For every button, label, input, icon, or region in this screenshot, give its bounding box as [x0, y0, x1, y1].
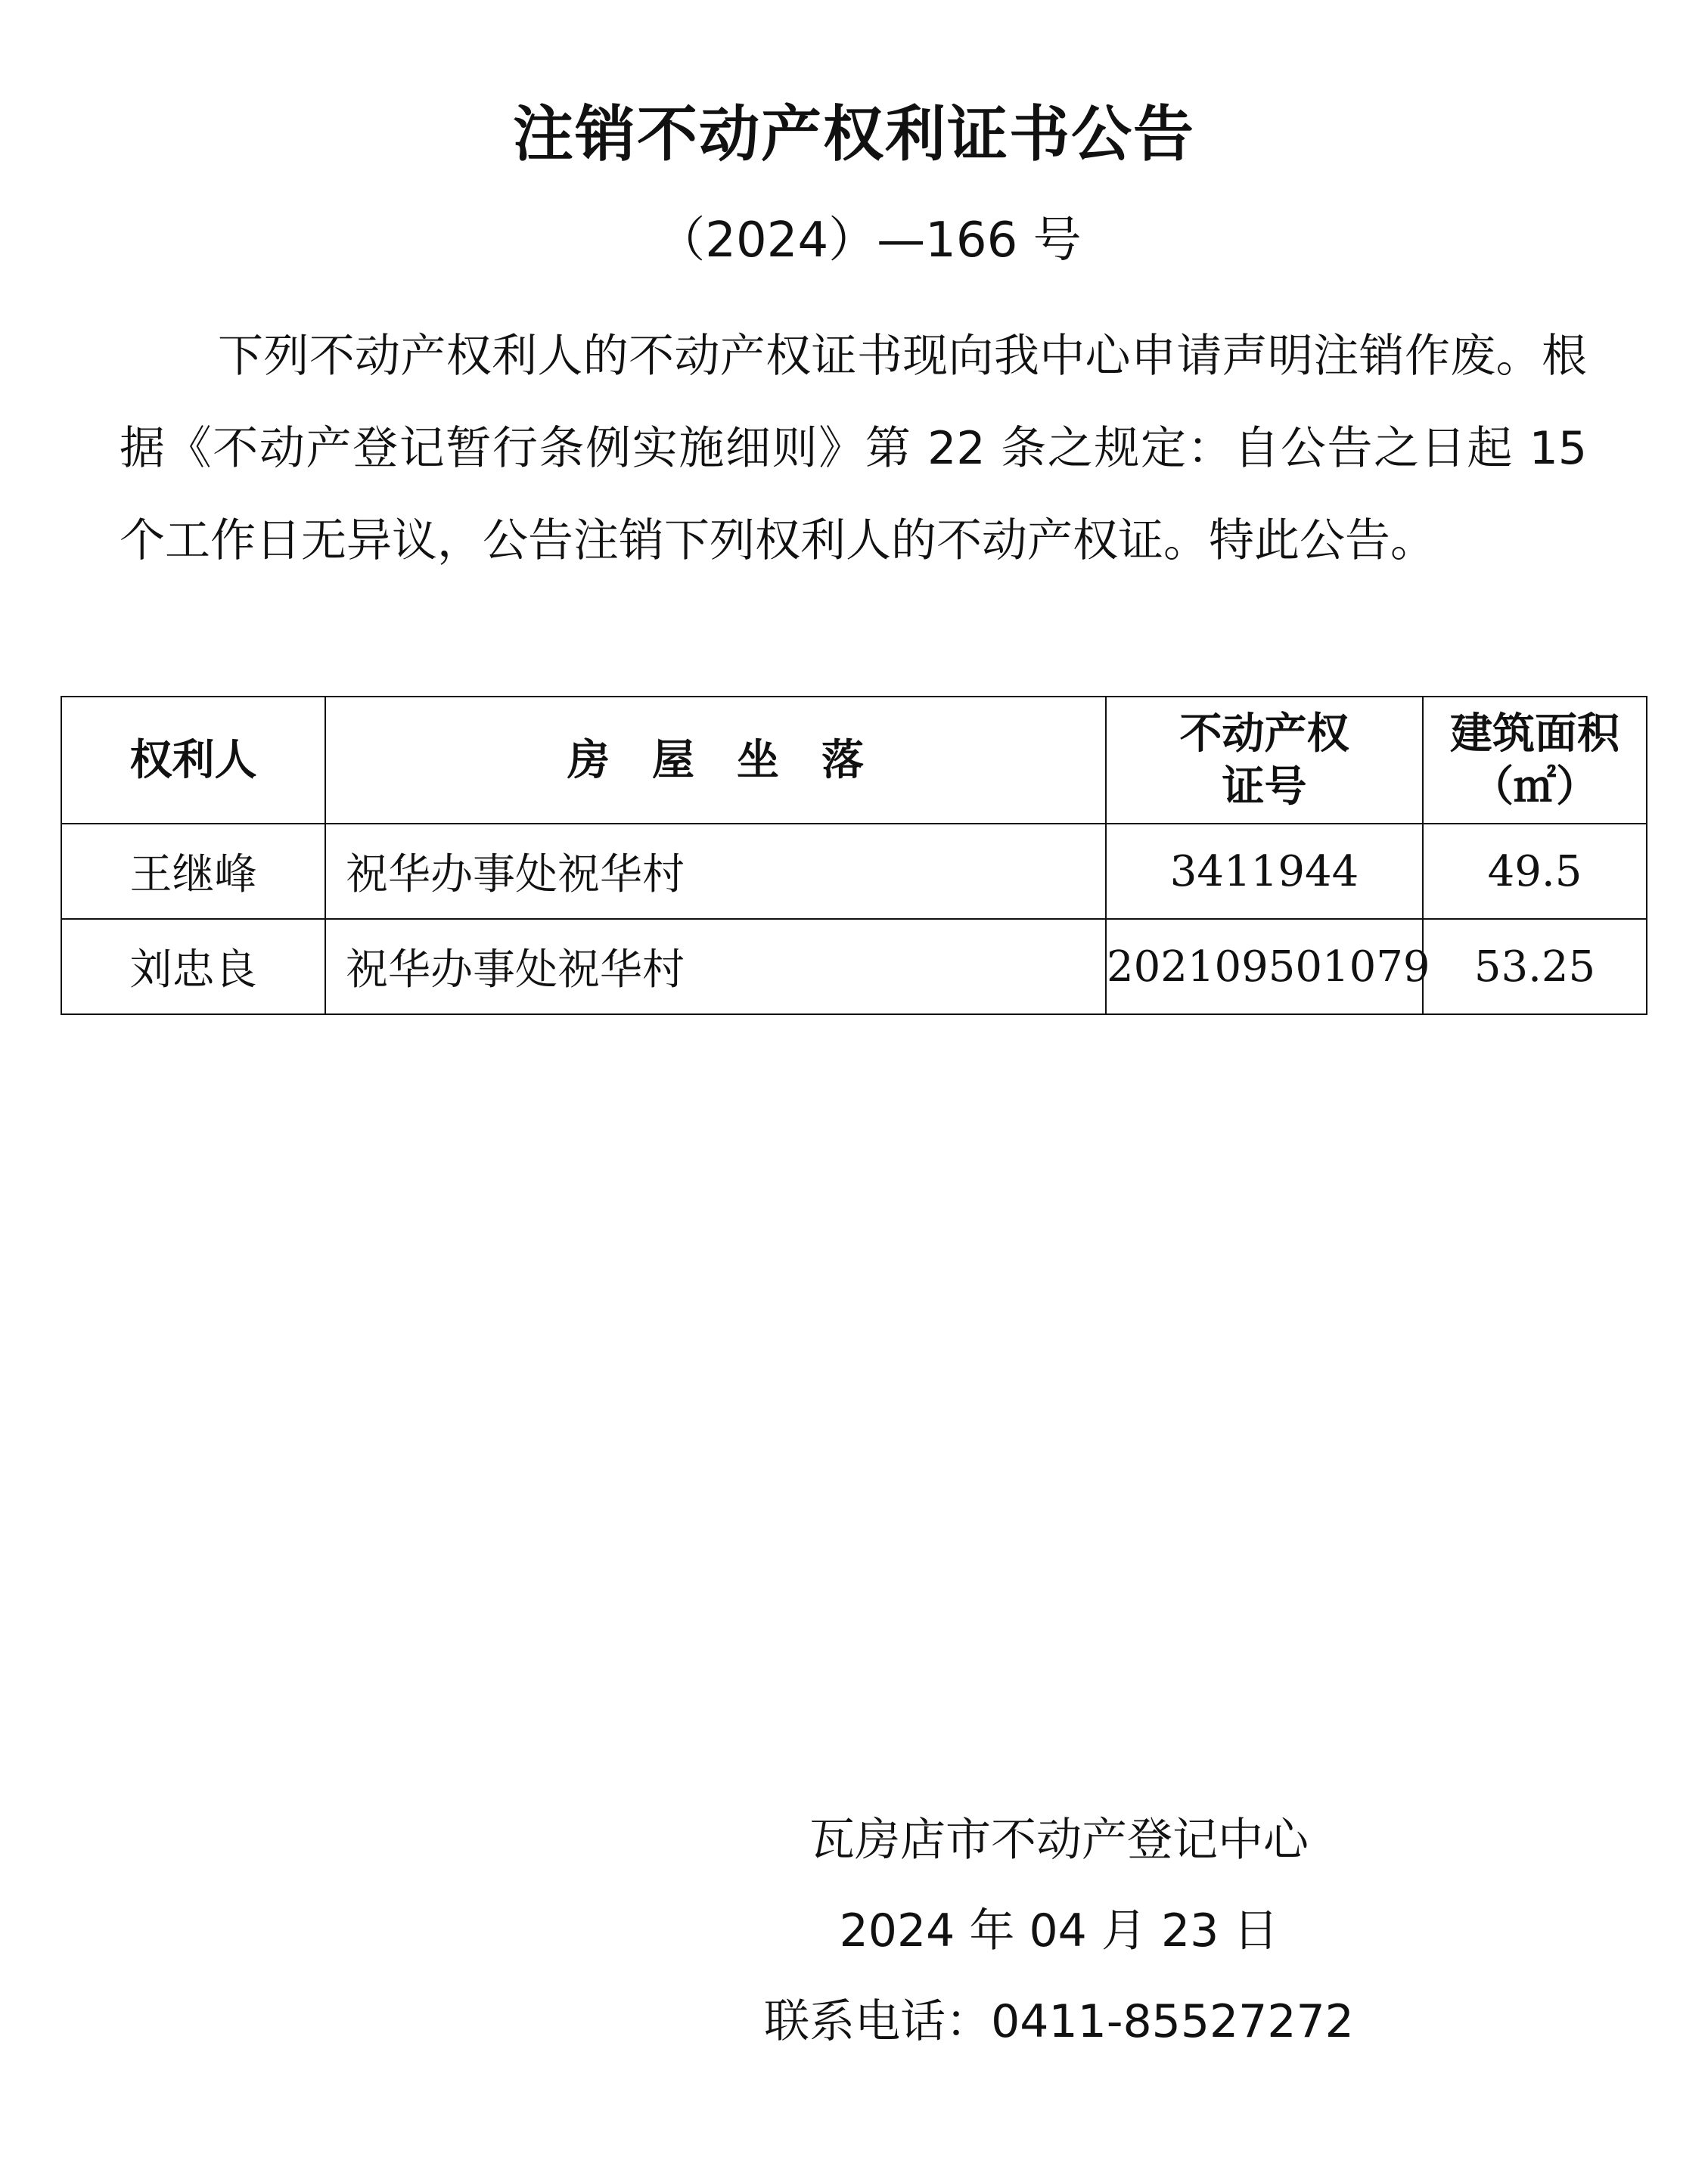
cell-area: 49.5	[1423, 824, 1647, 919]
header-area-label: 建筑面积（㎡）	[1450, 709, 1619, 812]
cell-cert-no: 202109501079	[1106, 919, 1423, 1014]
table-header-row	[61, 697, 1647, 824]
header-location: 房 屋 坐 落	[325, 697, 1106, 824]
cell-area: 53.25	[1423, 919, 1647, 1014]
cell-cert-no: 3411944	[1106, 824, 1423, 919]
issue-date: 2024 年 04 月 23 日	[839, 1904, 1279, 1957]
header-area	[1423, 697, 1647, 824]
table-row	[61, 919, 1647, 1014]
header-holder: 权利人	[61, 697, 325, 824]
issuing-organization: 瓦房店市不动产登记中心	[809, 1814, 1309, 1867]
notice-intro-paragraph: 下列不动产权利人的不动产权证书现向我中心申请声明注销作废。根据《不动产登记暂行条例实施细则》第 22 条之规定：自公告之日起 15 个工作日无异议，公告注销下列权利人的不动产权证。特此公告。	[120, 330, 1587, 567]
certificate-table	[61, 696, 1647, 1015]
cell-holder: 刘忠良	[61, 919, 325, 1014]
notice-title: 注销不动产权利证书公告	[513, 99, 1195, 169]
document-number: （2024）—166 号	[657, 213, 1082, 268]
contact-phone: 联系电话：0411-85527272	[764, 1995, 1354, 2048]
header-cert-no	[1106, 697, 1423, 824]
header-cert-no-label: 不动产权证号	[1179, 709, 1349, 812]
cell-location: 祝华办事处祝华村	[325, 824, 1106, 919]
cell-holder: 王继峰	[61, 824, 325, 919]
table-row	[61, 824, 1647, 919]
cell-location: 祝华办事处祝华村	[325, 919, 1106, 1014]
